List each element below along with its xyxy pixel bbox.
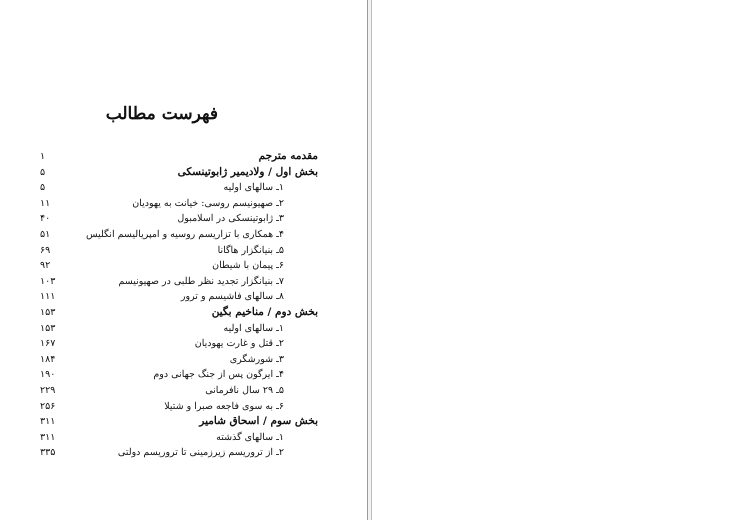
toc-entry: [40, 211, 318, 227]
toc-page-number: ۲۲۹: [40, 384, 56, 396]
toc-entry: [40, 180, 318, 196]
toc-entry-title: ۲ـ صهیونیسم روسی: خیانت به یهودیان: [132, 197, 284, 209]
toc-entry-title: ۲ـ از تروریسم زیرزمینی تا تروریسم دولتی: [117, 447, 284, 459]
toc-entry: [40, 243, 318, 259]
toc-entry-title: ۷ـ بنیانگزار تجدید نظر طلبی در صهیونیسم: [118, 275, 284, 287]
toc-entry: [40, 383, 318, 399]
toc-entry: [40, 367, 318, 383]
toc-page-number: ۳۱۱: [40, 416, 56, 428]
toc-entry-title: ۲ـ قتل و غارت یهودیان: [194, 338, 284, 350]
toc-entry: [40, 445, 318, 461]
toc-page-number: ۱: [40, 151, 46, 162]
right-page-blank: [373, 0, 740, 520]
toc-entry-title: ۴ـ ایرگون پس از جنگ جهانی دوم: [153, 369, 284, 381]
toc-entry: [40, 274, 318, 290]
toc-entry: [40, 227, 318, 243]
toc-section-heading: [40, 305, 318, 321]
toc-page-number: ۳۱۱: [40, 431, 56, 443]
toc-page-number: ۵: [40, 182, 46, 194]
toc-page-number: ۴۰: [40, 213, 51, 225]
toc-entry-title: ۵ـ ۲۹ سال نافرمانی: [205, 384, 284, 396]
toc-section-heading: [40, 414, 318, 430]
toc-entry-title: ۳ـ شورشگری: [229, 353, 284, 365]
toc-entry-title: ۸ـ سالهای فاشیسم و ترور: [180, 291, 284, 303]
toc-entry-title: ۶ـ به سوی فاجعه صبرا و شتیلا: [164, 400, 284, 412]
toc-page-number: ۱۶۷: [40, 338, 56, 350]
toc-entry-title: ۵ـ بنیانگزار هاگانا: [217, 244, 284, 256]
toc-entry: [40, 430, 318, 446]
toc-page-number: ۹۲: [40, 260, 51, 272]
toc-entry-title: ۱ـ سالهای گذشته: [216, 431, 284, 443]
toc-page-number: ۱۸۴: [40, 353, 56, 365]
toc-entry: [40, 336, 318, 352]
toc-page-number: ۱۰۳: [40, 275, 56, 287]
toc-page-number: ۲۵۶: [40, 400, 56, 412]
toc-page-number: ۶۹: [40, 244, 51, 256]
toc-entry-title: ۶ـ پیمان با شیطان: [212, 260, 284, 272]
toc-page-number: ۱۱۱: [40, 291, 56, 303]
toc-section-heading: [40, 165, 318, 181]
toc-entry-title: بخش سوم / اسحاق شامیر: [199, 415, 318, 428]
toc-page-number: ۵: [40, 166, 46, 178]
toc-entry-title: ۴ـ همکاری با تزاریسم روسیه و امپریالیسم انگلیس: [85, 228, 284, 240]
toc-title: فهرست مطالب: [105, 104, 218, 124]
toc-page-number: ۱۱: [40, 197, 51, 209]
toc-entry: [40, 289, 318, 305]
toc-page-number: ۱۹۰: [40, 369, 56, 381]
toc-entry-title: ۱ـ سالهای اولیه: [223, 322, 284, 334]
toc-entry: [40, 399, 318, 415]
left-page: [0, 0, 366, 520]
toc-section-heading: [40, 149, 318, 165]
toc-entry-title: ۱ـ سالهای اولیه: [223, 182, 284, 194]
toc-entry: [40, 258, 318, 274]
toc-page-number: ۵۱: [40, 228, 51, 240]
toc-entry: [40, 196, 318, 212]
toc-entry: [40, 321, 318, 337]
toc-page-number: ۳۳۵: [40, 447, 56, 459]
table-of-contents: [40, 149, 318, 461]
toc-entry-title: بخش اول / ولادیمیر ژابوتینسکی: [177, 165, 318, 178]
toc-entry: [40, 352, 318, 368]
toc-entry-title: بخش دوم / مناخیم بگین: [211, 305, 318, 318]
book-gutter: [367, 0, 372, 520]
toc-page-number: ۱۵۳: [40, 306, 56, 318]
toc-page-number: ۱۵۳: [40, 322, 56, 334]
toc-entry-title: ۳ـ ژابوتینسکی در اسلامبول: [177, 213, 284, 225]
toc-entry-title: مقدمه مترجم: [258, 150, 318, 162]
